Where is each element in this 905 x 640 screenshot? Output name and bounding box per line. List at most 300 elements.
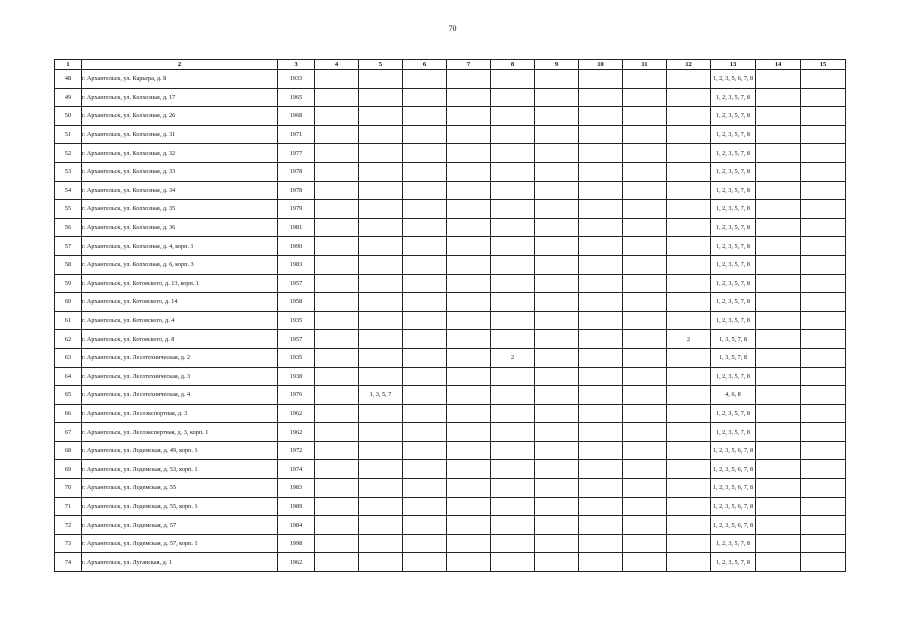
column-13-cell: 1, 2, 3, 5, 7, 8 <box>711 274 756 293</box>
empty-cell <box>447 88 491 107</box>
empty-cell <box>801 70 846 89</box>
empty-cell <box>623 441 667 460</box>
empty-cell <box>756 497 801 516</box>
table-row <box>55 70 846 89</box>
column-header-12: 12 <box>667 60 711 70</box>
column-5-cell <box>359 144 403 163</box>
column-12-cell <box>667 274 711 293</box>
empty-cell <box>447 70 491 89</box>
address-cell: г. Архангельск, ул. Лодемская, д. 55 <box>82 479 278 498</box>
empty-cell <box>315 200 359 219</box>
column-5-cell <box>359 534 403 553</box>
year-cell: 1968 <box>278 107 315 126</box>
column-12-cell <box>667 441 711 460</box>
empty-cell <box>403 441 447 460</box>
empty-cell <box>623 516 667 535</box>
empty-cell <box>801 386 846 405</box>
column-12-cell <box>667 162 711 181</box>
column-5-cell <box>359 255 403 274</box>
empty-cell <box>315 218 359 237</box>
empty-cell <box>535 125 579 144</box>
row-number-cell: 60 <box>55 293 82 312</box>
empty-cell <box>623 237 667 256</box>
row-number-cell: 55 <box>55 200 82 219</box>
column-13-cell: 1, 2, 3, 5, 7, 8 <box>711 88 756 107</box>
empty-cell <box>535 423 579 442</box>
empty-cell <box>535 237 579 256</box>
empty-cell <box>579 330 623 349</box>
year-cell: 1962 <box>278 423 315 442</box>
empty-cell <box>315 423 359 442</box>
address-cell: г. Архангельск, ул. Лесотехническая, д. 3 <box>82 367 278 386</box>
empty-cell <box>623 293 667 312</box>
table-row <box>55 162 846 181</box>
empty-cell <box>756 125 801 144</box>
year-cell: 1965 <box>278 88 315 107</box>
column-12-cell <box>667 404 711 423</box>
empty-cell <box>756 218 801 237</box>
address-cell: г. Архангельск, ул. Лодемская, д. 55, корп. 1 <box>82 497 278 516</box>
column-header-15: 15 <box>801 60 846 70</box>
column-13-cell: 1, 2, 3, 5, 7, 8 <box>711 293 756 312</box>
column-8-cell <box>491 497 535 516</box>
year-cell: 1938 <box>278 367 315 386</box>
empty-cell <box>535 255 579 274</box>
address-cell: г. Архангельск, ул. Колхозная, д. 6, корп. 3 <box>82 255 278 274</box>
empty-cell <box>801 162 846 181</box>
empty-cell <box>315 125 359 144</box>
empty-cell <box>579 144 623 163</box>
empty-cell <box>447 479 491 498</box>
row-number-cell: 62 <box>55 330 82 349</box>
column-8-cell <box>491 218 535 237</box>
column-13-cell: 1, 2, 3, 5, 7, 8 <box>711 200 756 219</box>
row-number-cell: 52 <box>55 144 82 163</box>
column-12-cell <box>667 553 711 572</box>
column-13-cell: 1, 2, 3, 5, 6, 7, 8 <box>711 70 756 89</box>
empty-cell <box>315 274 359 293</box>
column-12-cell <box>667 144 711 163</box>
empty-cell <box>801 293 846 312</box>
table-row <box>55 516 846 535</box>
row-number-cell: 65 <box>55 386 82 405</box>
empty-cell <box>801 255 846 274</box>
empty-cell <box>801 423 846 442</box>
column-8-cell <box>491 162 535 181</box>
empty-cell <box>315 497 359 516</box>
column-8-cell <box>491 255 535 274</box>
empty-cell <box>403 423 447 442</box>
row-number-cell: 53 <box>55 162 82 181</box>
column-12-cell <box>667 293 711 312</box>
year-cell: 1977 <box>278 144 315 163</box>
column-5-cell <box>359 237 403 256</box>
empty-cell <box>447 162 491 181</box>
year-cell: 1976 <box>278 386 315 405</box>
column-13-cell: 1, 2, 3, 5, 7, 8 <box>711 404 756 423</box>
empty-cell <box>579 348 623 367</box>
empty-cell <box>403 516 447 535</box>
empty-cell <box>403 181 447 200</box>
column-12-cell <box>667 200 711 219</box>
column-header-10: 10 <box>579 60 623 70</box>
table-row <box>55 311 846 330</box>
empty-cell <box>447 330 491 349</box>
column-5-cell <box>359 460 403 479</box>
table-row <box>55 125 846 144</box>
column-12-cell <box>667 460 711 479</box>
column-13-cell: 1, 2, 3, 5, 7, 8 <box>711 144 756 163</box>
table-row <box>55 404 846 423</box>
table-row <box>55 479 846 498</box>
empty-cell <box>756 460 801 479</box>
empty-cell <box>403 311 447 330</box>
column-8-cell <box>491 367 535 386</box>
empty-cell <box>623 386 667 405</box>
empty-cell <box>801 88 846 107</box>
column-13-cell: 1, 2, 3, 5, 7, 8 <box>711 311 756 330</box>
empty-cell <box>579 218 623 237</box>
table-row <box>55 534 846 553</box>
column-12-cell <box>667 497 711 516</box>
empty-cell <box>535 516 579 535</box>
empty-cell <box>579 293 623 312</box>
year-cell: 1974 <box>278 460 315 479</box>
empty-cell <box>535 107 579 126</box>
table-row <box>55 200 846 219</box>
empty-cell <box>756 144 801 163</box>
empty-cell <box>756 553 801 572</box>
row-number-cell: 64 <box>55 367 82 386</box>
empty-cell <box>623 181 667 200</box>
empty-cell <box>447 311 491 330</box>
empty-cell <box>535 330 579 349</box>
column-5-cell <box>359 423 403 442</box>
year-cell: 1935 <box>278 311 315 330</box>
year-cell: 1978 <box>278 162 315 181</box>
row-number-cell: 59 <box>55 274 82 293</box>
empty-cell <box>579 423 623 442</box>
empty-cell <box>315 162 359 181</box>
empty-cell <box>315 330 359 349</box>
column-8-cell <box>491 107 535 126</box>
empty-cell <box>801 404 846 423</box>
empty-cell <box>315 255 359 274</box>
empty-cell <box>315 460 359 479</box>
column-8-cell <box>491 200 535 219</box>
column-number-header-row <box>55 60 846 70</box>
column-5-cell <box>359 162 403 181</box>
row-number-cell: 68 <box>55 441 82 460</box>
empty-cell <box>801 181 846 200</box>
year-cell: 1979 <box>278 200 315 219</box>
address-cell: г. Архангельск, ул. Лесотехническая, д. 2 <box>82 348 278 367</box>
empty-cell <box>579 497 623 516</box>
year-cell: 1935 <box>278 348 315 367</box>
row-number-cell: 71 <box>55 497 82 516</box>
empty-cell <box>403 386 447 405</box>
empty-cell <box>535 460 579 479</box>
column-13-cell: 1, 2, 3, 5, 6, 7, 8 <box>711 460 756 479</box>
column-5-cell <box>359 200 403 219</box>
column-5-cell <box>359 516 403 535</box>
table-row <box>55 441 846 460</box>
empty-cell <box>447 144 491 163</box>
empty-cell <box>801 274 846 293</box>
row-number-cell: 63 <box>55 348 82 367</box>
empty-cell <box>623 200 667 219</box>
empty-cell <box>579 181 623 200</box>
empty-cell <box>579 311 623 330</box>
empty-cell <box>801 441 846 460</box>
empty-cell <box>623 404 667 423</box>
year-cell: 1957 <box>278 330 315 349</box>
column-8-cell <box>491 70 535 89</box>
column-13-cell: 4, 6, 8 <box>711 386 756 405</box>
empty-cell <box>447 404 491 423</box>
year-cell: 1978 <box>278 181 315 200</box>
empty-cell <box>801 107 846 126</box>
table-row <box>55 181 846 200</box>
column-12-cell <box>667 181 711 200</box>
empty-cell <box>315 70 359 89</box>
column-5-cell <box>359 330 403 349</box>
address-cell: г. Архангельск, ул. Луганская, д. 1 <box>82 553 278 572</box>
table-row <box>55 144 846 163</box>
empty-cell <box>535 311 579 330</box>
empty-cell <box>403 218 447 237</box>
empty-cell <box>579 107 623 126</box>
column-5-cell <box>359 367 403 386</box>
row-number-cell: 56 <box>55 218 82 237</box>
column-header-6: 6 <box>403 60 447 70</box>
column-13-cell: 1, 2, 3, 5, 7, 8 <box>711 423 756 442</box>
empty-cell <box>535 162 579 181</box>
empty-cell <box>535 367 579 386</box>
empty-cell <box>801 460 846 479</box>
empty-cell <box>623 367 667 386</box>
column-5-cell <box>359 497 403 516</box>
column-13-cell: 1, 2, 3, 5, 6, 7, 8 <box>711 479 756 498</box>
empty-cell <box>403 534 447 553</box>
empty-cell <box>535 181 579 200</box>
empty-cell <box>756 348 801 367</box>
row-number-cell: 48 <box>55 70 82 89</box>
column-5-cell <box>359 274 403 293</box>
empty-cell <box>801 144 846 163</box>
empty-cell <box>535 144 579 163</box>
empty-cell <box>403 497 447 516</box>
empty-cell <box>447 218 491 237</box>
column-12-cell <box>667 367 711 386</box>
column-12-cell <box>667 348 711 367</box>
empty-cell <box>801 125 846 144</box>
empty-cell <box>623 218 667 237</box>
row-number-cell: 54 <box>55 181 82 200</box>
empty-cell <box>447 293 491 312</box>
empty-cell <box>447 423 491 442</box>
row-number-cell: 70 <box>55 479 82 498</box>
column-13-cell: 1, 2, 3, 5, 7, 8 <box>711 237 756 256</box>
empty-cell <box>623 330 667 349</box>
empty-cell <box>535 274 579 293</box>
empty-cell <box>315 311 359 330</box>
empty-cell <box>756 70 801 89</box>
table-row <box>55 293 846 312</box>
empty-cell <box>535 441 579 460</box>
table-row <box>55 255 846 274</box>
column-5-cell <box>359 293 403 312</box>
empty-cell <box>623 255 667 274</box>
table-row <box>55 330 846 349</box>
empty-cell <box>315 441 359 460</box>
empty-cell <box>403 367 447 386</box>
column-header-4: 4 <box>315 60 359 70</box>
address-cell: г. Архангельск, ул. Колхозная, д. 26 <box>82 107 278 126</box>
column-13-cell: 1, 3, 5, 7, 8 <box>711 348 756 367</box>
empty-cell <box>403 70 447 89</box>
empty-cell <box>447 367 491 386</box>
table-row <box>55 423 846 442</box>
table-row <box>55 107 846 126</box>
address-cell: г. Архангельск, ул. Колхозная, д. 31 <box>82 125 278 144</box>
column-header-7: 7 <box>447 60 491 70</box>
table-row <box>55 88 846 107</box>
address-cell: г. Архангельск, ул. Колхозная, д. 17 <box>82 88 278 107</box>
column-13-cell: 1, 3, 5, 7, 8 <box>711 330 756 349</box>
empty-cell <box>623 88 667 107</box>
empty-cell <box>535 218 579 237</box>
column-13-cell: 1, 2, 3, 5, 7, 8 <box>711 255 756 274</box>
empty-cell <box>756 237 801 256</box>
address-cell: г. Архангельск, ул. Лодемская, д. 53, корп. 1 <box>82 460 278 479</box>
row-number-cell: 66 <box>55 404 82 423</box>
empty-cell <box>315 553 359 572</box>
empty-cell <box>447 255 491 274</box>
empty-cell <box>535 479 579 498</box>
table-body <box>55 70 846 572</box>
empty-cell <box>579 404 623 423</box>
empty-cell <box>447 107 491 126</box>
column-header-14: 14 <box>756 60 801 70</box>
empty-cell <box>403 200 447 219</box>
empty-cell <box>801 348 846 367</box>
empty-cell <box>403 460 447 479</box>
year-cell: 1933 <box>278 70 315 89</box>
row-number-cell: 49 <box>55 88 82 107</box>
address-cell: г. Архангельск, ул. Лодемская, д. 49, корп. 1 <box>82 441 278 460</box>
empty-cell <box>756 404 801 423</box>
empty-cell <box>801 311 846 330</box>
column-12-cell <box>667 125 711 144</box>
column-12-cell <box>667 88 711 107</box>
housing-register-table <box>54 59 846 572</box>
empty-cell <box>623 460 667 479</box>
empty-cell <box>315 386 359 405</box>
empty-cell <box>535 534 579 553</box>
address-cell: г. Архангельск, ул. Лесоэкспортная, д. 3 <box>82 404 278 423</box>
year-cell: 1958 <box>278 293 315 312</box>
empty-cell <box>403 274 447 293</box>
empty-cell <box>535 70 579 89</box>
empty-cell <box>579 70 623 89</box>
table-row <box>55 218 846 237</box>
address-cell: г. Архангельск, ул. Колхозная, д. 35 <box>82 200 278 219</box>
empty-cell <box>447 516 491 535</box>
column-8-cell <box>491 460 535 479</box>
empty-cell <box>315 181 359 200</box>
year-cell: 1998 <box>278 534 315 553</box>
column-8-cell <box>491 553 535 572</box>
column-5-cell <box>359 181 403 200</box>
empty-cell <box>403 88 447 107</box>
column-13-cell: 1, 2, 3, 5, 7, 8 <box>711 162 756 181</box>
column-header-8: 8 <box>491 60 535 70</box>
empty-cell <box>579 125 623 144</box>
column-12-cell <box>667 311 711 330</box>
page-number: 70 <box>448 24 457 33</box>
empty-cell <box>756 441 801 460</box>
table-row <box>55 237 846 256</box>
column-13-cell: 1, 2, 3, 5, 7, 8 <box>711 553 756 572</box>
empty-cell <box>801 534 846 553</box>
empty-cell <box>447 181 491 200</box>
empty-cell <box>315 237 359 256</box>
empty-cell <box>623 423 667 442</box>
empty-cell <box>623 125 667 144</box>
column-5-cell <box>359 107 403 126</box>
empty-cell <box>756 200 801 219</box>
empty-cell <box>579 200 623 219</box>
empty-cell <box>403 479 447 498</box>
address-cell: г. Архангельск, ул. Лесоэкспертная, д. 3, корп. 1 <box>82 423 278 442</box>
address-cell: г. Архангельск, ул. Колхозная, д. 32 <box>82 144 278 163</box>
address-cell: г. Архангельск, ул. Карьера, д. 8 <box>82 70 278 89</box>
empty-cell <box>579 479 623 498</box>
empty-cell <box>756 386 801 405</box>
column-5-cell <box>359 404 403 423</box>
address-cell: г. Архангельск, ул. Лесотехническая, д. 4 <box>82 386 278 405</box>
column-8-cell <box>491 386 535 405</box>
empty-cell <box>623 553 667 572</box>
empty-cell <box>579 460 623 479</box>
column-13-cell: 1, 2, 3, 5, 6, 7, 8 <box>711 441 756 460</box>
empty-cell <box>315 516 359 535</box>
column-5-cell <box>359 311 403 330</box>
year-cell: 1957 <box>278 274 315 293</box>
empty-cell <box>579 534 623 553</box>
row-number-cell: 67 <box>55 423 82 442</box>
column-8-cell <box>491 88 535 107</box>
empty-cell <box>579 367 623 386</box>
empty-cell <box>756 423 801 442</box>
empty-cell <box>579 516 623 535</box>
column-13-cell: 1, 2, 3, 5, 7, 8 <box>711 181 756 200</box>
empty-cell <box>756 293 801 312</box>
table-row <box>55 553 846 572</box>
address-cell: г. Архангельск, ул. Лодемская, д. 57, корп. 1 <box>82 534 278 553</box>
empty-cell <box>623 311 667 330</box>
empty-cell <box>756 311 801 330</box>
empty-cell <box>535 386 579 405</box>
column-5-cell <box>359 125 403 144</box>
row-number-cell: 50 <box>55 107 82 126</box>
empty-cell <box>579 162 623 181</box>
table-row <box>55 386 846 405</box>
row-number-cell: 74 <box>55 553 82 572</box>
column-12-cell <box>667 516 711 535</box>
column-13-cell: 1, 2, 3, 5, 7, 8 <box>711 107 756 126</box>
